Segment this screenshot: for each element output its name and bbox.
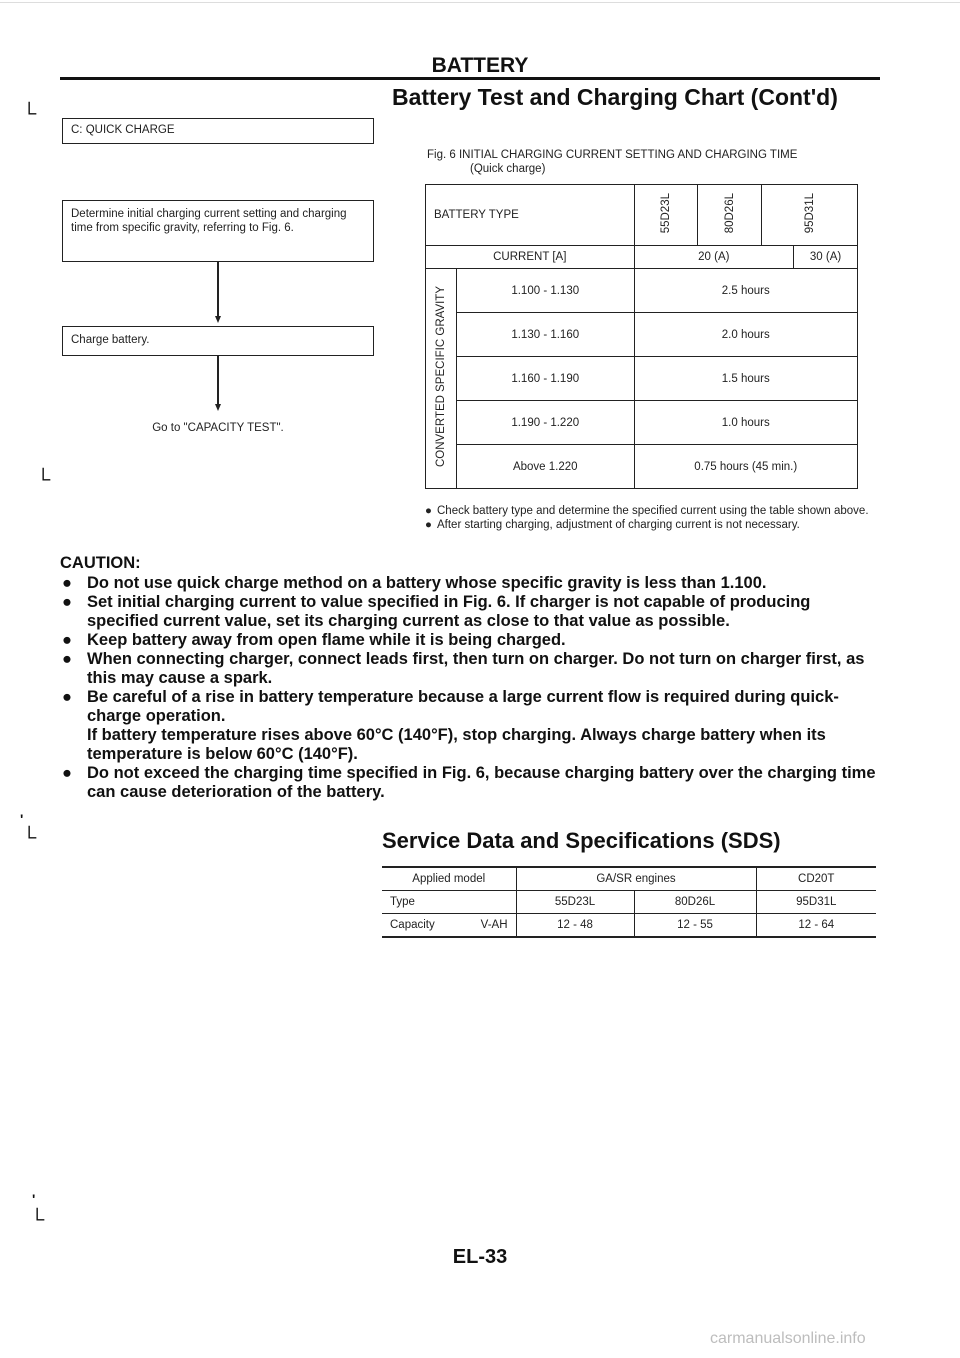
table-row — [382, 891, 876, 914]
corner-marker: └ — [22, 103, 37, 125]
bullet-icon: ● — [62, 593, 72, 611]
battery-type-cell — [698, 185, 762, 246]
note-item — [425, 504, 875, 518]
table-row — [426, 246, 858, 269]
goto-capacity-test: Go to "CAPACITY TEST". — [152, 422, 284, 434]
flow-connector — [217, 262, 219, 318]
capacity-label: Capacity — [390, 919, 435, 931]
caution-text: When connecting charger, connect leads first, then turn on charger. Do not turn on charger first, as this may cause a spark. — [87, 650, 865, 687]
header-rule — [60, 77, 880, 80]
caution-heading: CAUTION: — [60, 554, 141, 572]
figure-notes — [425, 504, 875, 532]
table-row — [382, 867, 876, 891]
gasr-engines: GA/SR engines — [516, 867, 756, 891]
battery-type-80d26l: 80D26L — [723, 193, 736, 234]
current-20a: 20 (A) — [634, 246, 794, 269]
battery-type-label: BATTERY TYPE — [426, 185, 635, 246]
flow-connector — [217, 356, 219, 406]
sds-capacity: 12 - 55 — [634, 914, 756, 938]
step-label: C: QUICK CHARGE — [71, 124, 175, 136]
note-item — [425, 518, 875, 532]
section-title: BATTERY — [431, 54, 529, 77]
table-row — [426, 357, 858, 401]
table-row — [426, 185, 858, 246]
bullet-icon: ● — [62, 574, 72, 592]
quick-charge-step-box — [62, 118, 374, 144]
caution-item — [60, 574, 882, 593]
sds-capacity: 12 - 64 — [756, 914, 876, 938]
sds-table — [382, 866, 876, 938]
sds-type: 55D23L — [516, 891, 634, 914]
cd20t-engine: CD20T — [756, 867, 876, 891]
sds-type: 95D31L — [756, 891, 876, 914]
gravity-range: 1.190 - 1.220 — [456, 401, 634, 445]
type-label: Type — [382, 891, 516, 914]
figure-caption-line1: Fig. 6 INITIAL CHARGING CURRENT SETTING AND CHARGING TIME — [427, 149, 798, 161]
capacity-unit: V-AH — [480, 919, 508, 931]
caution-text: Set initial charging current to value specified in Fig. 6. If charger is not capable of producing specified current value, set its charging current as close to that value as possible. — [87, 593, 811, 630]
corner-marker: └ — [30, 1209, 45, 1231]
caution-item — [60, 593, 882, 631]
gravity-range: 1.130 - 1.160 — [456, 313, 634, 357]
determine-text: Determine initial charging current setting and charging time from specific gravity, referring to Fig. 6. — [71, 208, 347, 234]
charge-time: 0.75 hours (45 min.) — [634, 445, 857, 489]
gravity-range: 1.160 - 1.190 — [456, 357, 634, 401]
footer-watermark: carmanualsonline.info — [710, 1330, 866, 1347]
bullet-icon: ● — [62, 650, 72, 668]
charge-text: Charge battery. — [71, 334, 150, 346]
bullet-icon: ● — [62, 764, 72, 782]
gravity-label: CONVERTED SPECIFIC GRAVITY — [434, 286, 447, 468]
caution-item — [60, 764, 882, 802]
caution-item — [60, 631, 882, 650]
applied-model-label: Applied model — [382, 867, 516, 891]
tick-marker: ' — [20, 811, 24, 827]
sds-title: Service Data and Specifications (SDS) — [382, 828, 781, 853]
note-text: Check battery type and determine the specified current using the table shown above. — [437, 505, 869, 517]
battery-type-95d31l: 95D31L — [803, 193, 816, 234]
gravity-range: Above 1.220 — [456, 445, 634, 489]
corner-marker: └ — [36, 469, 51, 491]
note-text: After starting charging, adjustment of charging current is not necessary. — [437, 519, 800, 531]
battery-type-cell — [762, 185, 858, 246]
gravity-range: 1.100 - 1.130 — [456, 269, 634, 313]
page-number: EL-33 — [452, 1246, 508, 1268]
figure-caption — [427, 148, 797, 176]
flow-arrow — [215, 404, 221, 411]
sds-capacity: 12 - 48 — [516, 914, 634, 938]
current-30a: 30 (A) — [794, 246, 858, 269]
bullet-icon: ● — [62, 631, 72, 649]
gravity-label-cell — [426, 269, 457, 489]
page-subtitle: Battery Test and Charging Chart (Cont'd) — [392, 84, 838, 110]
capacity-label-cell — [382, 914, 516, 938]
caution-text: Do not exceed the charging time specified in Fig. 6, because charging battery over the charging time can cause deterioration of the battery. — [87, 764, 876, 801]
sds-type: 80D26L — [634, 891, 756, 914]
charge-step-box — [62, 326, 374, 356]
corner-marker: └ — [22, 827, 37, 849]
caution-text-extra: If battery temperature rises above 60°C (140°F), stop charging. Always charge battery when its temperature is below 60°C (140°F). — [87, 726, 826, 763]
table-row — [426, 401, 858, 445]
current-label: CURRENT [A] — [426, 246, 635, 269]
charge-time: 2.0 hours — [634, 313, 857, 357]
charge-time: 1.5 hours — [634, 357, 857, 401]
table-row — [426, 313, 858, 357]
bullet-icon: ● — [62, 688, 72, 706]
bullet-icon: ● — [425, 519, 432, 531]
bullet-icon: ● — [425, 505, 432, 517]
flow-arrow — [215, 316, 221, 323]
determine-step-box — [62, 200, 374, 262]
top-border-line — [0, 2, 960, 3]
caution-text: Do not use quick charge method on a battery whose specific gravity is less than 1.100. — [87, 574, 767, 592]
caution-item — [60, 650, 882, 688]
caution-text: Keep battery away from open flame while it is being charged. — [87, 631, 566, 649]
caution-item — [60, 688, 882, 764]
caution-text: Be careful of a rise in battery temperature because a large current flow is required during quick-charge operation. — [87, 688, 839, 725]
figure-caption-line2: (Quick charge) — [470, 163, 546, 175]
charge-time: 2.5 hours — [634, 269, 857, 313]
tick-marker: ' — [32, 1191, 36, 1207]
battery-type-55d23l: 55D23L — [659, 193, 672, 234]
charging-chart-table — [425, 184, 858, 489]
battery-type-cell — [634, 185, 698, 246]
caution-list — [60, 574, 882, 802]
charge-time: 1.0 hours — [634, 401, 857, 445]
table-row — [382, 914, 876, 938]
table-row — [426, 445, 858, 489]
table-row — [426, 269, 858, 313]
